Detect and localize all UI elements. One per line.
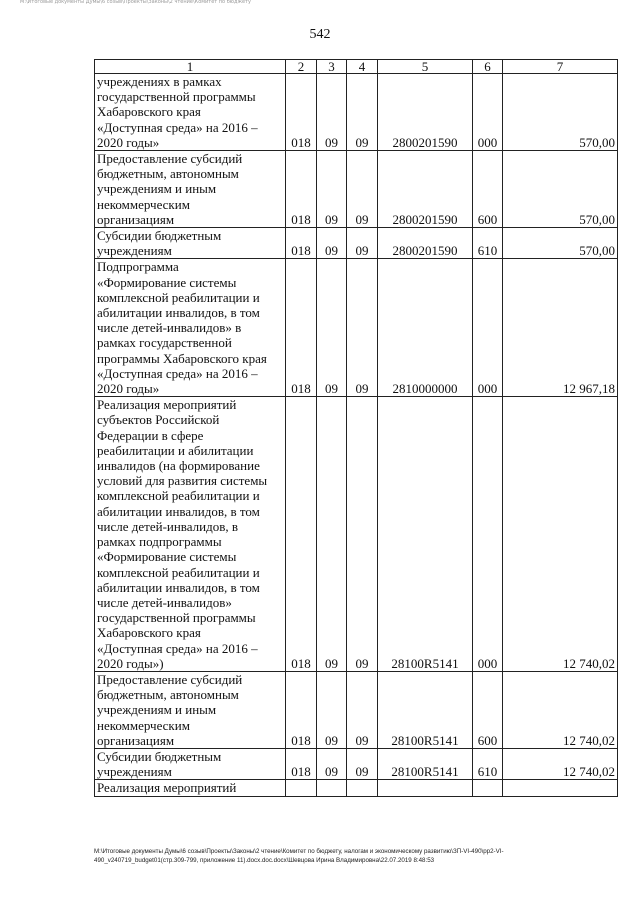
row-name-line: учреждениям и иным (97, 181, 217, 197)
row-name-line: 2020 годы» (97, 381, 160, 397)
row-name-line: комплексной реабилитации и (97, 289, 260, 305)
target-article-cell: 2800201590 (378, 151, 473, 228)
row-name-line: «Формирование системы (97, 549, 237, 565)
target-article-cell: 2810000000 (378, 259, 473, 397)
amount-cell: 12 740,02 (503, 671, 618, 748)
section-code-cell: 09 (317, 259, 347, 397)
row-name-line: субъектов Российской (97, 412, 220, 428)
row-name-line: «Доступная среда» на 2016 – (97, 365, 258, 381)
budget-table (94, 59, 618, 797)
row-name-cell (95, 74, 286, 151)
row-name-line: бюджетным, автономным (97, 166, 239, 182)
document-footer (94, 847, 614, 865)
target-article-cell: 28100R5141 (378, 397, 473, 672)
row-name-line: Субсидии бюджетным (97, 748, 222, 764)
row-name-line: абилитации инвалидов, в том (97, 503, 260, 519)
table-row (95, 228, 618, 259)
target-article-cell (378, 780, 473, 796)
row-name-line: государственной программы (97, 610, 256, 626)
row-name-line: числе детей-инвалидов» в (97, 320, 242, 336)
row-name-line: числе детей-инвалидов, в (97, 518, 238, 534)
table-header-row (95, 60, 618, 74)
row-name-line: числе детей-инвалидов» (97, 594, 232, 610)
row-name-line: «Доступная среда» на 2016 – (97, 640, 258, 656)
row-name-line: программы Хабаровского края (97, 350, 267, 366)
row-name-line: Реализация мероприятий (97, 397, 237, 413)
target-article-cell: 2800201590 (378, 74, 473, 151)
row-name-line: Хабаровского края (97, 625, 201, 641)
subsection-code-cell: 09 (347, 748, 378, 779)
amount-cell: 12 740,02 (503, 397, 618, 672)
footer-line: 490_v240719_budget01(стр.309-799, приложение 11).docx.doc.docx\Шевцова Ирина Владимировна\22.07.2019 8:48:53 (94, 857, 435, 864)
section-code-cell: 09 (317, 748, 347, 779)
column-header: 5 (378, 60, 473, 74)
row-name-line: Субсидии бюджетным (97, 228, 222, 244)
subsection-code-cell: 09 (347, 397, 378, 672)
expense-type-cell: 610 (473, 228, 503, 259)
table-row (95, 671, 618, 748)
amount-cell: 570,00 (503, 228, 618, 259)
ministry-code-cell: 018 (286, 748, 317, 779)
amount-cell: 12 740,02 (503, 748, 618, 779)
row-name-cell (95, 780, 286, 796)
row-name-line: реабилитации и абилитации (97, 442, 254, 458)
expense-type-cell: 600 (473, 151, 503, 228)
subsection-code-cell: 09 (347, 259, 378, 397)
row-name-cell (95, 748, 286, 779)
row-name-cell (95, 151, 286, 228)
column-header: 4 (347, 60, 378, 74)
section-code-cell: 09 (317, 74, 347, 151)
column-header: 2 (286, 60, 317, 74)
row-name-line: «Доступная среда» на 2016 – (97, 119, 258, 135)
row-name-cell (95, 259, 286, 397)
row-name-line: Федерации в сфере (97, 427, 204, 443)
amount-cell: 570,00 (503, 151, 618, 228)
row-name-line: Реализация мероприятий (97, 780, 237, 796)
row-name-line: учреждениям (97, 243, 172, 259)
ministry-code-cell: 018 (286, 397, 317, 672)
row-name-line: Хабаровского края (97, 104, 201, 120)
row-name-line: условий для развития системы (97, 473, 268, 489)
table-row (95, 748, 618, 779)
ministry-code-cell: 018 (286, 228, 317, 259)
row-name-line: бюджетным, автономным (97, 687, 239, 703)
row-name-line: «Формирование системы (97, 274, 237, 290)
section-code-cell: 09 (317, 151, 347, 228)
row-name-line: абилитации инвалидов, в том (97, 579, 260, 595)
row-name-line: Предоставление субсидий (97, 151, 243, 167)
target-article-cell: 2800201590 (378, 228, 473, 259)
expense-type-cell: 600 (473, 671, 503, 748)
ministry-code-cell: 018 (286, 151, 317, 228)
subsection-code-cell: 09 (347, 671, 378, 748)
row-name-line: комплексной реабилитации и (97, 488, 260, 504)
section-code-cell: 09 (317, 671, 347, 748)
footer-line: М:\Итоговые документы Думы\6 созыв\Проекты\Законы\2 чтение\Комитет по бюджету, налогам и экономическому развитию\ЗП-VI-490\pp2-VI- (94, 848, 504, 855)
ministry-code-cell: 018 (286, 671, 317, 748)
expense-type-cell: 000 (473, 259, 503, 397)
ministry-code-cell: 018 (286, 259, 317, 397)
table-body (95, 74, 618, 797)
column-header: 3 (317, 60, 347, 74)
ministry-code-cell (286, 780, 317, 796)
row-name-line: государственной программы (97, 89, 256, 105)
expense-type-cell: 000 (473, 74, 503, 151)
section-code-cell: 09 (317, 397, 347, 672)
table-row (95, 74, 618, 151)
row-name-line: рамках подпрограммы (97, 534, 222, 550)
row-name-line: Подпрограмма (97, 259, 179, 275)
expense-type-cell (473, 780, 503, 796)
expense-type-cell: 610 (473, 748, 503, 779)
table-row (95, 397, 618, 672)
row-name-line: учреждениям и иным (97, 702, 217, 718)
ministry-code-cell: 018 (286, 74, 317, 151)
row-name-line: 2020 годы» (97, 134, 160, 150)
amount-cell: 12 967,18 (503, 259, 618, 397)
table-row (95, 151, 618, 228)
target-article-cell: 28100R5141 (378, 748, 473, 779)
row-name-line: организациям (97, 211, 175, 227)
row-name-cell (95, 397, 286, 672)
row-name-line: комплексной реабилитации и (97, 564, 260, 580)
subsection-code-cell (347, 780, 378, 796)
row-name-line: абилитации инвалидов, в том (97, 305, 260, 321)
row-name-line: учреждениям (97, 764, 172, 780)
column-header: 6 (473, 60, 503, 74)
row-name-line: 2020 годы») (97, 655, 164, 671)
subsection-code-cell: 09 (347, 151, 378, 228)
column-header: 7 (503, 60, 618, 74)
subsection-code-cell: 09 (347, 228, 378, 259)
expense-type-cell: 000 (473, 397, 503, 672)
table-row (95, 780, 618, 796)
column-header: 1 (95, 60, 286, 74)
amount-cell (503, 780, 618, 796)
amount-cell: 570,00 (503, 74, 618, 151)
row-name-line: рамках государственной (97, 335, 232, 351)
subsection-code-cell: 09 (347, 74, 378, 151)
scan-header-strip: М:\Итоговые документы Думы\6 созыв\Проекты\Законы\2 чтение\Комитет по бюджету (20, 0, 251, 4)
row-name-line: учреждениях в рамках (97, 74, 222, 89)
section-code-cell (317, 780, 347, 796)
row-name-line: инвалидов (на формирование (97, 458, 260, 474)
section-code-cell: 09 (317, 228, 347, 259)
row-name-line: Предоставление субсидий (97, 671, 243, 687)
row-name-line: некоммерческим (97, 196, 190, 212)
table-row (95, 259, 618, 397)
row-name-cell (95, 671, 286, 748)
row-name-line: организациям (97, 732, 175, 748)
target-article-cell: 28100R5141 (378, 671, 473, 748)
row-name-line: некоммерческим (97, 717, 190, 733)
row-name-cell (95, 228, 286, 259)
page-number: 542 (309, 27, 331, 42)
